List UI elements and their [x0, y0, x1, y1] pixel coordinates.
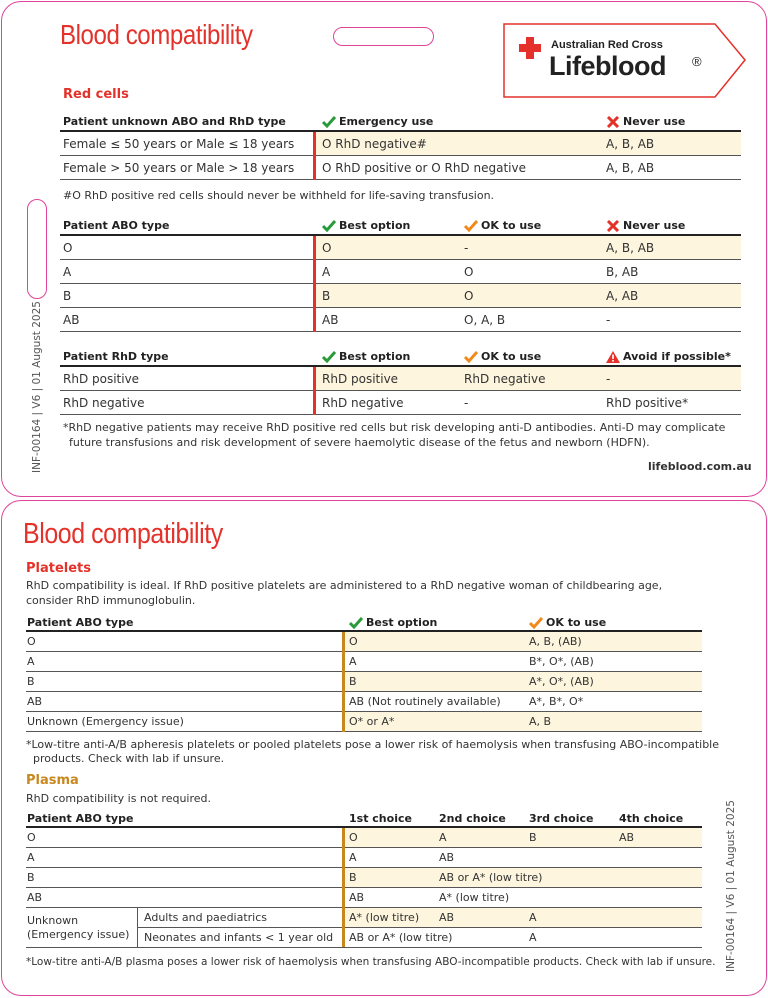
header-never-use: [606, 219, 685, 232]
cell-best: O* or A*: [349, 715, 395, 728]
table-row: [60, 236, 741, 260]
cell-best: O: [322, 241, 332, 255]
header-never-use: [606, 115, 685, 128]
cell-ok: A*, B*, O*: [529, 695, 584, 708]
red-cross-icon: [519, 37, 541, 59]
platelets-note-line2: products. Check with lab if unsure.: [33, 752, 225, 765]
cell-patient: A: [27, 851, 35, 864]
cell-ok: A*, O*, (AB): [529, 675, 594, 688]
cell-best: A: [322, 265, 331, 279]
cell-1st: AB or A* (low titre): [349, 931, 453, 944]
platelets-heading: Platelets: [26, 561, 92, 576]
header-patient-rhd: Patient RhD type: [63, 350, 169, 363]
header-patient-unknown: Patient unknown ABO and RhD type: [63, 115, 286, 128]
checkmark-green-icon: [322, 220, 336, 232]
table-row: [138, 908, 702, 928]
cell-ok: -: [464, 241, 469, 255]
unknown-label: [27, 914, 129, 942]
checkmark-orange-icon: [529, 617, 543, 629]
cell-1st: AB: [349, 891, 365, 904]
table-row: [60, 391, 741, 415]
header-emergency-use: [322, 115, 433, 128]
cell-best: RhD negative: [322, 396, 404, 410]
table-plasma: [26, 808, 702, 948]
checkmark-green-icon: [322, 116, 336, 128]
header-never-use-label: Never use: [623, 219, 686, 232]
cell-best: A: [349, 655, 357, 668]
header-ok-to-use-label: OK to use: [481, 350, 542, 363]
cell-patient: A: [63, 265, 72, 279]
platelets-para-line2: consider RhD immunoglobulin.: [26, 594, 196, 607]
cell-patient: Female > 50 years or Male > 18 years: [63, 161, 295, 175]
table-unknown-abo-rhd: [60, 110, 741, 180]
cell-ok: A, B, (AB): [529, 635, 582, 648]
header-best-option: [349, 616, 437, 629]
cell-patient: B: [27, 871, 35, 884]
table-row: [26, 848, 702, 868]
table-row: [26, 888, 702, 908]
cell-ok: O, A, B: [464, 313, 506, 327]
table-row: [60, 284, 741, 308]
cell-never: A, AB: [606, 289, 639, 303]
table-platelets: [26, 612, 702, 732]
table-row: [26, 868, 702, 888]
table-row: [26, 652, 702, 672]
header-ok-to-use: [464, 350, 541, 363]
cell-ok: A, B: [529, 715, 552, 728]
cell-patient: A: [27, 655, 35, 668]
cell-never: A, B, AB: [606, 241, 655, 255]
cell-best: AB (Not routinely available): [349, 695, 501, 708]
header-4th-choice: 4th choice: [619, 812, 684, 825]
cell-subgroup: Adults and paediatrics: [144, 911, 268, 924]
unknown-group: [26, 908, 702, 948]
logo-org-name: Australian Red Cross: [551, 39, 663, 51]
header-best-option-label: Best option: [339, 219, 411, 232]
plasma-para: RhD compatibility is not required.: [26, 792, 212, 805]
header-ok-to-use-label: OK to use: [546, 616, 607, 629]
header-avoid: [606, 350, 731, 363]
cell-patient: RhD negative: [63, 396, 145, 410]
header-2nd-choice: 2nd choice: [439, 812, 506, 825]
cell-never: B, AB: [606, 265, 639, 279]
checkmark-green-icon: [349, 617, 363, 629]
lanyard-slot-top: [333, 27, 434, 46]
cell-2nd: AB: [439, 911, 455, 924]
checkmark-orange-icon: [464, 351, 478, 363]
red-cells-heading: Red cells: [63, 87, 129, 102]
table-row: [26, 692, 702, 712]
cell-patient: B: [27, 675, 35, 688]
cell-best: RhD positive: [322, 372, 399, 386]
cell-2nd: A: [439, 831, 447, 844]
card2-title: Blood compatibility: [23, 518, 223, 550]
header-patient-abo: Patient ABO type: [63, 219, 170, 232]
table-row: [138, 928, 702, 948]
unknown-label-line2: (Emergency issue): [27, 928, 130, 941]
cell-patient: AB: [27, 695, 43, 708]
table-row: [60, 260, 741, 284]
table-row: [60, 132, 741, 156]
header-1st-choice: 1st choice: [349, 812, 412, 825]
table-row: [26, 632, 702, 652]
website-url: lifeblood.com.au: [648, 460, 752, 473]
header-best-option-label: Best option: [366, 616, 438, 629]
cell-ok: O: [464, 265, 474, 279]
lanyard-slot-side: [27, 199, 47, 299]
table-header: [60, 345, 741, 367]
cell-3rd: B: [529, 831, 537, 844]
header-ok-to-use: [529, 616, 606, 629]
note-star-line2: future transfusions and risk development of severe haemolytic disease of the fetus and newborn (HDFN).: [69, 436, 650, 449]
cell-1st: A* (low titre): [349, 911, 420, 924]
cell-avoid: RhD positive*: [606, 396, 689, 410]
card1-document-id: INF-00164 | V6 | 01 August 2025: [31, 301, 43, 473]
cell-emergency: O RhD positive or O RhD negative: [322, 161, 526, 175]
cell-ok: -: [464, 396, 469, 410]
logo-wordmark: Lifeblood: [549, 51, 666, 81]
cell-3rd: A: [529, 931, 537, 944]
cell-3rd: A: [529, 911, 537, 924]
cell-patient: O: [63, 241, 73, 255]
cell-1st: O: [349, 831, 358, 844]
cell-4th: AB: [619, 831, 635, 844]
header-ok-to-use: [464, 219, 541, 232]
cell-2nd: A* (low titre): [439, 891, 510, 904]
cell-avoid: -: [606, 372, 611, 386]
table-row: [60, 308, 741, 332]
cell-patient: O: [27, 831, 36, 844]
table-patient-abo: [60, 214, 741, 332]
cell-best: O: [349, 635, 358, 648]
table-header: [26, 612, 702, 632]
lifeblood-logo: [503, 23, 747, 98]
platelets-note-line1: *Low-titre anti-A/B apheresis platelets or pooled platelets pose a lower risk of haemolysis when transfusing ABO-incompatible: [26, 738, 719, 751]
cross-red-icon: [606, 116, 620, 128]
cell-ok: B*, O*, (AB): [529, 655, 594, 668]
table-row: [26, 712, 702, 732]
table-header: [60, 214, 741, 236]
table-header: [60, 110, 741, 132]
note-star-line1: *RhD negative patients may receive RhD positive red cells but risk developing anti-D antibodies. Anti-D may complicate: [63, 421, 726, 434]
card1-title: Blood compatibility: [60, 19, 253, 50]
cross-red-icon: [606, 220, 620, 232]
cell-2nd: AB or A* (low titre): [439, 871, 543, 884]
table-patient-rhd: [60, 345, 741, 415]
header-avoid-label: Avoid if possible*: [623, 350, 731, 363]
header-ok-to-use-label: OK to use: [481, 219, 542, 232]
cell-patient: AB: [63, 313, 80, 327]
table-header: [26, 808, 702, 828]
table-row: [60, 367, 741, 391]
header-best-option: [322, 219, 410, 232]
table-row: [26, 672, 702, 692]
cell-best: AB: [322, 313, 339, 327]
plasma-heading: Plasma: [26, 773, 79, 788]
cell-never: A, B, AB: [606, 161, 655, 175]
cell-1st: B: [349, 871, 357, 884]
checkmark-orange-icon: [464, 220, 478, 232]
cell-emergency: O RhD negative#: [322, 137, 427, 151]
cell-subgroup: Neonates and infants < 1 year old: [144, 931, 334, 944]
header-best-option: [322, 350, 410, 363]
cell-2nd: AB: [439, 851, 455, 864]
card2-document-id: INF-00164 | V6 | 01 August 2025: [725, 800, 737, 972]
cell-patient: B: [63, 289, 72, 303]
cell-ok: RhD negative: [464, 372, 546, 386]
unknown-label-line1: Unknown: [27, 914, 79, 927]
cell-patient: RhD positive: [63, 372, 140, 386]
header-3rd-choice: 3rd choice: [529, 812, 594, 825]
note-hash: #O RhD positive red cells should never be withheld for life-saving transfusion.: [63, 189, 495, 202]
cell-patient: Unknown (Emergency issue): [27, 715, 184, 728]
header-never-use-label: Never use: [623, 115, 686, 128]
cell-never: -: [606, 313, 611, 327]
table-row: [26, 828, 702, 848]
header-best-option-label: Best option: [339, 350, 411, 363]
warning-triangle-icon: [606, 351, 620, 363]
cell-best: B: [322, 289, 331, 303]
header-patient-abo: Patient ABO type: [27, 812, 134, 825]
header-emergency-use-label: Emergency use: [339, 115, 434, 128]
cell-patient: Female ≤ 50 years or Male ≤ 18 years: [63, 137, 295, 151]
table-row: [60, 156, 741, 180]
header-patient-abo: Patient ABO type: [27, 616, 134, 629]
checkmark-green-icon: [322, 351, 336, 363]
cell-1st: A: [349, 851, 357, 864]
cell-never: A, B, AB: [606, 137, 655, 151]
cell-patient: O: [27, 635, 36, 648]
cell-ok: O: [464, 289, 474, 303]
plasma-note: *Low-titre anti-A/B plasma poses a lower risk of haemolysis when transfusing ABO-incompatible products. Check with lab if unsure.: [26, 956, 716, 968]
logo-registered-mark: ®: [692, 54, 702, 69]
cell-best: B: [349, 675, 357, 688]
cell-patient: AB: [27, 891, 43, 904]
platelets-para-line1: RhD compatibility is ideal. If RhD positive platelets are administered to a RhD negative woman of childbearing age,: [26, 579, 663, 592]
